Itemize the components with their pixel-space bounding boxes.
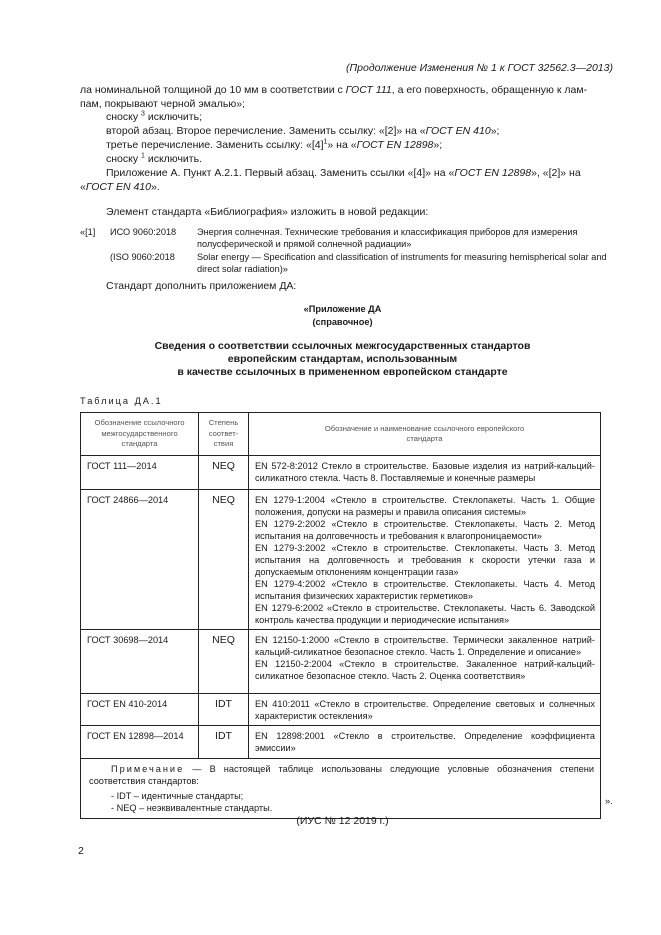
intro-line-8: «ГОСТ EN 410». <box>80 181 160 193</box>
intro-line-6: сноску $^1$ исключить. <box>106 152 202 165</box>
table-row <box>81 694 601 726</box>
table-row <box>81 490 601 630</box>
table-cell-degree: NEQ <box>199 630 249 694</box>
table-cell-code: ГОСТ 24866—2014 <box>81 490 199 630</box>
table-cell-code: ГОСТ EN 12898—2014 <box>81 726 199 759</box>
table-row <box>81 456 601 490</box>
table-row <box>81 726 601 759</box>
table-note-neq: - NEQ – неэквивалентные стандарты. <box>111 803 273 813</box>
bibliography-code-2: (ISO 9060:2018 <box>110 252 175 262</box>
running-header: (Продолжение Изменения № 1 к ГОСТ 32562.3—2013) <box>346 62 613 74</box>
intro-line-3: сноску $^3$ исключить; <box>106 110 202 123</box>
intro-line-4: второй абзац. Второе перечисление. Заменить ссылку: «[2]» на «ГОСТ EN 410»; <box>106 125 500 137</box>
table-cell-text: EN 12150-1:2000 «Стекло в строительстве. Термически закаленное натрий-кальций-силикатное безопасное стекло. Часть 1. Определение и описание» EN 12150-2:2004 «Стекло в строительстве. Закаленное натрий-кальций-силикатное безопасное стекло. Часть 2. Оценка соответствия» <box>249 630 601 694</box>
bibliography-text-2: Solar energy — Specification and classification of instruments for measuring hemispherical solar and direct solar radiation)» <box>197 252 607 274</box>
table-cell-text: EN 12898:2001 «Стекло в строительстве. Определение коэффициента эмиссии» <box>249 726 601 759</box>
table-note-cell <box>81 759 601 819</box>
table-cell-text: EN 410:2011 «Стекло в строительстве. Определение световых и солнечных характеристик остекления» <box>249 694 601 726</box>
annex-intro: Стандарт дополнить приложением ДА: <box>106 280 297 292</box>
annex-title: «Приложение ДА <box>303 304 382 314</box>
bibliography-number: «[1] <box>80 227 96 237</box>
intro-line-7: Приложение А. Пункт А.2.1. Первый абзац. Заменить ссылки «[4]» на «ГОСТ EN 12898», «[2]» на <box>106 167 581 179</box>
table-cell-degree: IDT <box>199 726 249 759</box>
annex-heading-line-3: в качестве ссылочных в примененном европейском стандарте <box>177 366 508 378</box>
table-cell-code: ГОСТ 30698—2014 <box>81 630 199 694</box>
table-header-cell: Обозначение ссылочного межгосударственного стандарта <box>81 413 199 456</box>
intro-paragraph: ла номинальной толщиной до 10 мм в соответствии с ГОСТ 111, а его поверхность, обращенную к лам- <box>80 84 588 96</box>
ref-gost-111: ГОСТ 111 <box>345 84 392 96</box>
table-cell-degree: IDT <box>199 694 249 726</box>
table-row <box>81 630 601 694</box>
bibliography-intro: Элемент стандарта «Библиография» изложить в новой редакции: <box>106 206 429 218</box>
annex-subtitle: (справочное) <box>312 317 373 327</box>
annex-heading-line-1: Сведения о соответствии ссылочных межгосударственных стандартов <box>154 340 531 352</box>
table-da1 <box>80 412 601 819</box>
table-cell-code: ГОСТ 111—2014 <box>81 456 199 490</box>
page-number: 2 <box>78 845 84 857</box>
table-cell-code: ГОСТ EN 410-2014 <box>81 694 199 726</box>
table-cell-text: EN 1279-1:2004 «Стекло в строительстве. Стеклопакеты. Часть 1. Общие положения, допуски на размеры и правила описания системы» EN 1279-2:2002 «Стекло в строительстве. Стеклопакеты. Часть 2. Метод испытания на долговечность и требования к влагопроницаемости» EN 1279-3:2002 «Стекло в строительстве. Стеклопакеты. Часть 3. Метод испытания на долговечность и требования к скорости утечки газа и допускаемым отклонениям концентрации газа» EN 1279-4:2002 «Стекло в строительстве. Стеклопакеты. Часть 4. Метод испытания физических характеристик герметиков» EN 1279-6:2002 «Стекло в строительстве. Стеклопакеты. Часть 6. Заводской контроль качества продукции и периодические испытания» <box>249 490 601 630</box>
bibliography-text-1: Энергия солнечная. Технические требования и классификация приборов для измерения полусферической и прямой солнечной радиации» <box>197 227 578 249</box>
table-cell-degree: NEQ <box>199 456 249 490</box>
table-note-idt: - IDT – идентичные стандарты; <box>111 791 244 801</box>
table-closing-quote: ». <box>605 796 613 806</box>
table-header-row <box>81 413 601 456</box>
table-cell-text: EN 572-8:2012 Стекло в строительстве. Базовые изделия из натрий-кальций-силикатного стекла. Часть 8. Поставляемые и конечные размеры <box>249 456 601 490</box>
bibliography-code-1: ИСО 9060:2018 <box>110 227 177 237</box>
table-note: Примечание — В настоящей таблице использованы следующие условные обозначения степени соответствия стандартов: <box>89 764 594 786</box>
ius-reference: (ИУС № 12 2019 г.) <box>296 815 389 827</box>
table-header-cell: Степень соответ-ствия <box>199 413 249 456</box>
table-caption: Таблица ДА.1 <box>80 396 163 406</box>
intro-line-5: третье перечисление. Заменить ссылку: «$[4]^1$» на «ГОСТ EN 12898»; <box>106 138 443 151</box>
table-cell-degree: NEQ <box>199 490 249 630</box>
table-note-row <box>81 759 601 819</box>
intro-line-2: пам, покрывают черной эмалью»; <box>80 98 245 110</box>
annex-heading-line-2: европейским стандартам, использованным <box>227 353 458 365</box>
table-header-cell: Обозначение и наименование ссылочного европейского стандарта <box>249 413 601 456</box>
